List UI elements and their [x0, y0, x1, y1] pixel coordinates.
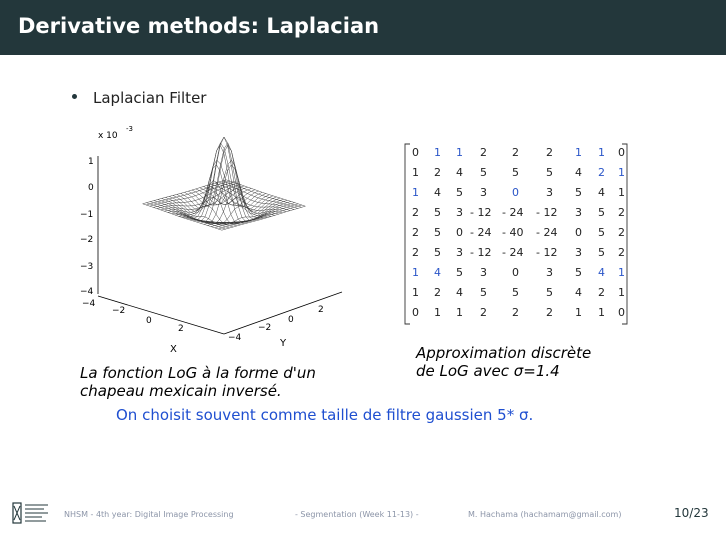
- log-surface-plot: [74, 120, 364, 358]
- matrix-cell: 0: [412, 306, 419, 319]
- matrix-cell: 5: [434, 246, 441, 259]
- matrix-cell: 2: [412, 206, 419, 219]
- footer-course: NHSM - 4th year: Digital Image Processing: [64, 510, 234, 519]
- matrix-cell: 3: [546, 266, 553, 279]
- matrix-cell: 2: [618, 226, 625, 239]
- z-tick: 0: [88, 183, 94, 193]
- matrix-cell: 1: [618, 286, 625, 299]
- matrix-cell: - 24: [502, 246, 524, 259]
- x-axis-label: X: [170, 344, 177, 355]
- matrix-cell: 1: [618, 266, 625, 279]
- matrix-cell: 1: [456, 146, 463, 159]
- matrix-cell: 5: [546, 286, 553, 299]
- matrix-cell: - 24: [502, 206, 524, 219]
- matrix-cell: 1: [598, 146, 605, 159]
- matrix-cell: 5: [598, 226, 605, 239]
- institution-logo-icon: [12, 500, 50, 526]
- bullet-item: [72, 89, 206, 107]
- matrix-cell: 0: [618, 306, 625, 319]
- matrix-cell: 0: [412, 146, 419, 159]
- y-tick: 0: [288, 315, 294, 325]
- title-bar: [0, 0, 726, 55]
- x-tick: −4: [82, 299, 96, 309]
- matrix-cell: 1: [575, 146, 582, 159]
- matrix-cell: - 24: [470, 226, 492, 239]
- matrix-cell: 5: [575, 266, 582, 279]
- footer-section: - Segmentation (Week 11-13) -: [295, 510, 419, 519]
- matrix-cell: 4: [456, 286, 463, 299]
- matrix-cell: 5: [456, 186, 463, 199]
- matrix-cell: 3: [480, 266, 487, 279]
- matrix-cell: 1: [598, 306, 605, 319]
- matrix-cell: 1: [412, 186, 419, 199]
- matrix-cell: 5: [434, 226, 441, 239]
- y-ticks: [228, 305, 324, 343]
- matrix-cell: 3: [480, 186, 487, 199]
- matrix-cell: 2: [412, 226, 419, 239]
- matrix-cell: 5: [512, 286, 519, 299]
- z-tick: −3: [80, 262, 94, 272]
- exponent-label: x 10: [98, 131, 118, 141]
- matrix-cell: 0: [575, 226, 582, 239]
- matrix-cell: 2: [434, 166, 441, 179]
- caption-right-line2: de LoG avec σ=1.4: [416, 362, 560, 380]
- matrix-cell: 1: [412, 266, 419, 279]
- matrix-cell: 5: [546, 166, 553, 179]
- matrix-cell: 4: [575, 166, 582, 179]
- mesh-line: [146, 181, 230, 205]
- z-ticks: [80, 157, 94, 297]
- mesh-line: [150, 182, 234, 206]
- caption-right: [416, 344, 591, 380]
- bullet-text: Laplacian Filter: [93, 89, 207, 107]
- matrix-cell: 5: [598, 206, 605, 219]
- matrix-cell: 1: [575, 306, 582, 319]
- matrix-cell: 3: [456, 206, 463, 219]
- matrix-cells: [412, 146, 625, 319]
- x-tick: −2: [112, 306, 126, 316]
- footer: [0, 498, 726, 538]
- footer-author: M. Hachama (hachamam@gmail.com): [468, 510, 622, 519]
- x-ticks: [82, 299, 184, 334]
- y-tick: 2: [318, 305, 324, 315]
- y-axis-line: [224, 292, 342, 334]
- matrix-cell: 1: [434, 146, 441, 159]
- matrix-cell: 0: [456, 226, 463, 239]
- exponent-power: -3: [126, 125, 133, 133]
- matrix-cell: 3: [575, 246, 582, 259]
- matrix-left-bracket: [405, 144, 410, 324]
- matrix-cell: 2: [546, 146, 553, 159]
- matrix-cell: - 12: [470, 206, 492, 219]
- matrix-cell: - 12: [470, 246, 492, 259]
- z-tick: −1: [80, 210, 94, 220]
- matrix-cell: 4: [456, 166, 463, 179]
- caption-left-line1: La fonction LoG à la forme d'un: [80, 364, 316, 382]
- matrix-svg: [402, 142, 630, 326]
- matrix-cell: 2: [598, 286, 605, 299]
- matrix-cell: 2: [546, 306, 553, 319]
- slide-title: Derivative methods: Laplacian: [18, 14, 380, 38]
- matrix-cell: 1: [618, 186, 625, 199]
- matrix-cell: 4: [434, 266, 441, 279]
- caption-left-line2: chapeau mexicain inversé.: [80, 382, 282, 400]
- matrix-cell: 2: [618, 206, 625, 219]
- matrix-cell: 1: [618, 166, 625, 179]
- matrix-cell: 3: [575, 206, 582, 219]
- matrix-cell: 2: [434, 286, 441, 299]
- matrix-cell: 5: [575, 186, 582, 199]
- matrix-cell: - 24: [536, 226, 558, 239]
- matrix-cell: 2: [512, 146, 519, 159]
- y-tick: −4: [228, 333, 242, 343]
- log-matrix: [402, 142, 630, 326]
- matrix-cell: 1: [434, 306, 441, 319]
- matrix-cell: 5: [598, 246, 605, 259]
- page-number: 10/23: [674, 506, 709, 520]
- matrix-cell: 3: [546, 186, 553, 199]
- matrix-cell: 5: [480, 286, 487, 299]
- note-text: On choisit souvent comme taille de filtre gaussien 5* σ.: [116, 406, 534, 424]
- matrix-cell: 0: [512, 186, 519, 199]
- matrix-cell: 5: [480, 166, 487, 179]
- bullet-icon: [72, 94, 77, 99]
- matrix-cell: 4: [575, 286, 582, 299]
- matrix-cell: 0: [512, 266, 519, 279]
- matrix-cell: 3: [456, 246, 463, 259]
- matrix-cell: - 12: [536, 246, 558, 259]
- matrix-cell: 1: [412, 166, 419, 179]
- y-tick: −2: [258, 323, 272, 333]
- matrix-cell: 2: [618, 246, 625, 259]
- matrix-cell: 0: [618, 146, 625, 159]
- matrix-cell: - 12: [536, 206, 558, 219]
- surface-plot-svg: [74, 120, 364, 358]
- matrix-cell: 4: [434, 186, 441, 199]
- matrix-cell: 5: [434, 206, 441, 219]
- matrix-cell: 2: [480, 146, 487, 159]
- caption-left: [80, 364, 316, 400]
- matrix-cell: - 40: [502, 226, 524, 239]
- x-tick: 0: [146, 316, 152, 326]
- surface-mesh: [143, 137, 306, 230]
- caption-right-line1: Approximation discrète: [416, 344, 592, 362]
- matrix-cell: 4: [598, 186, 605, 199]
- matrix-cell: 2: [480, 306, 487, 319]
- matrix-cell: 2: [598, 166, 605, 179]
- matrix-cell: 2: [412, 246, 419, 259]
- matrix-cell: 1: [412, 286, 419, 299]
- matrix-cell: 1: [456, 306, 463, 319]
- z-tick: −4: [80, 287, 94, 297]
- matrix-cell: 5: [456, 266, 463, 279]
- matrix-cell: 2: [512, 306, 519, 319]
- z-tick: −2: [80, 235, 94, 245]
- matrix-cell: 5: [512, 166, 519, 179]
- matrix-cell: 4: [598, 266, 605, 279]
- y-axis-label: Y: [280, 338, 287, 349]
- x-tick: 2: [178, 324, 184, 334]
- z-tick: 1: [88, 157, 94, 167]
